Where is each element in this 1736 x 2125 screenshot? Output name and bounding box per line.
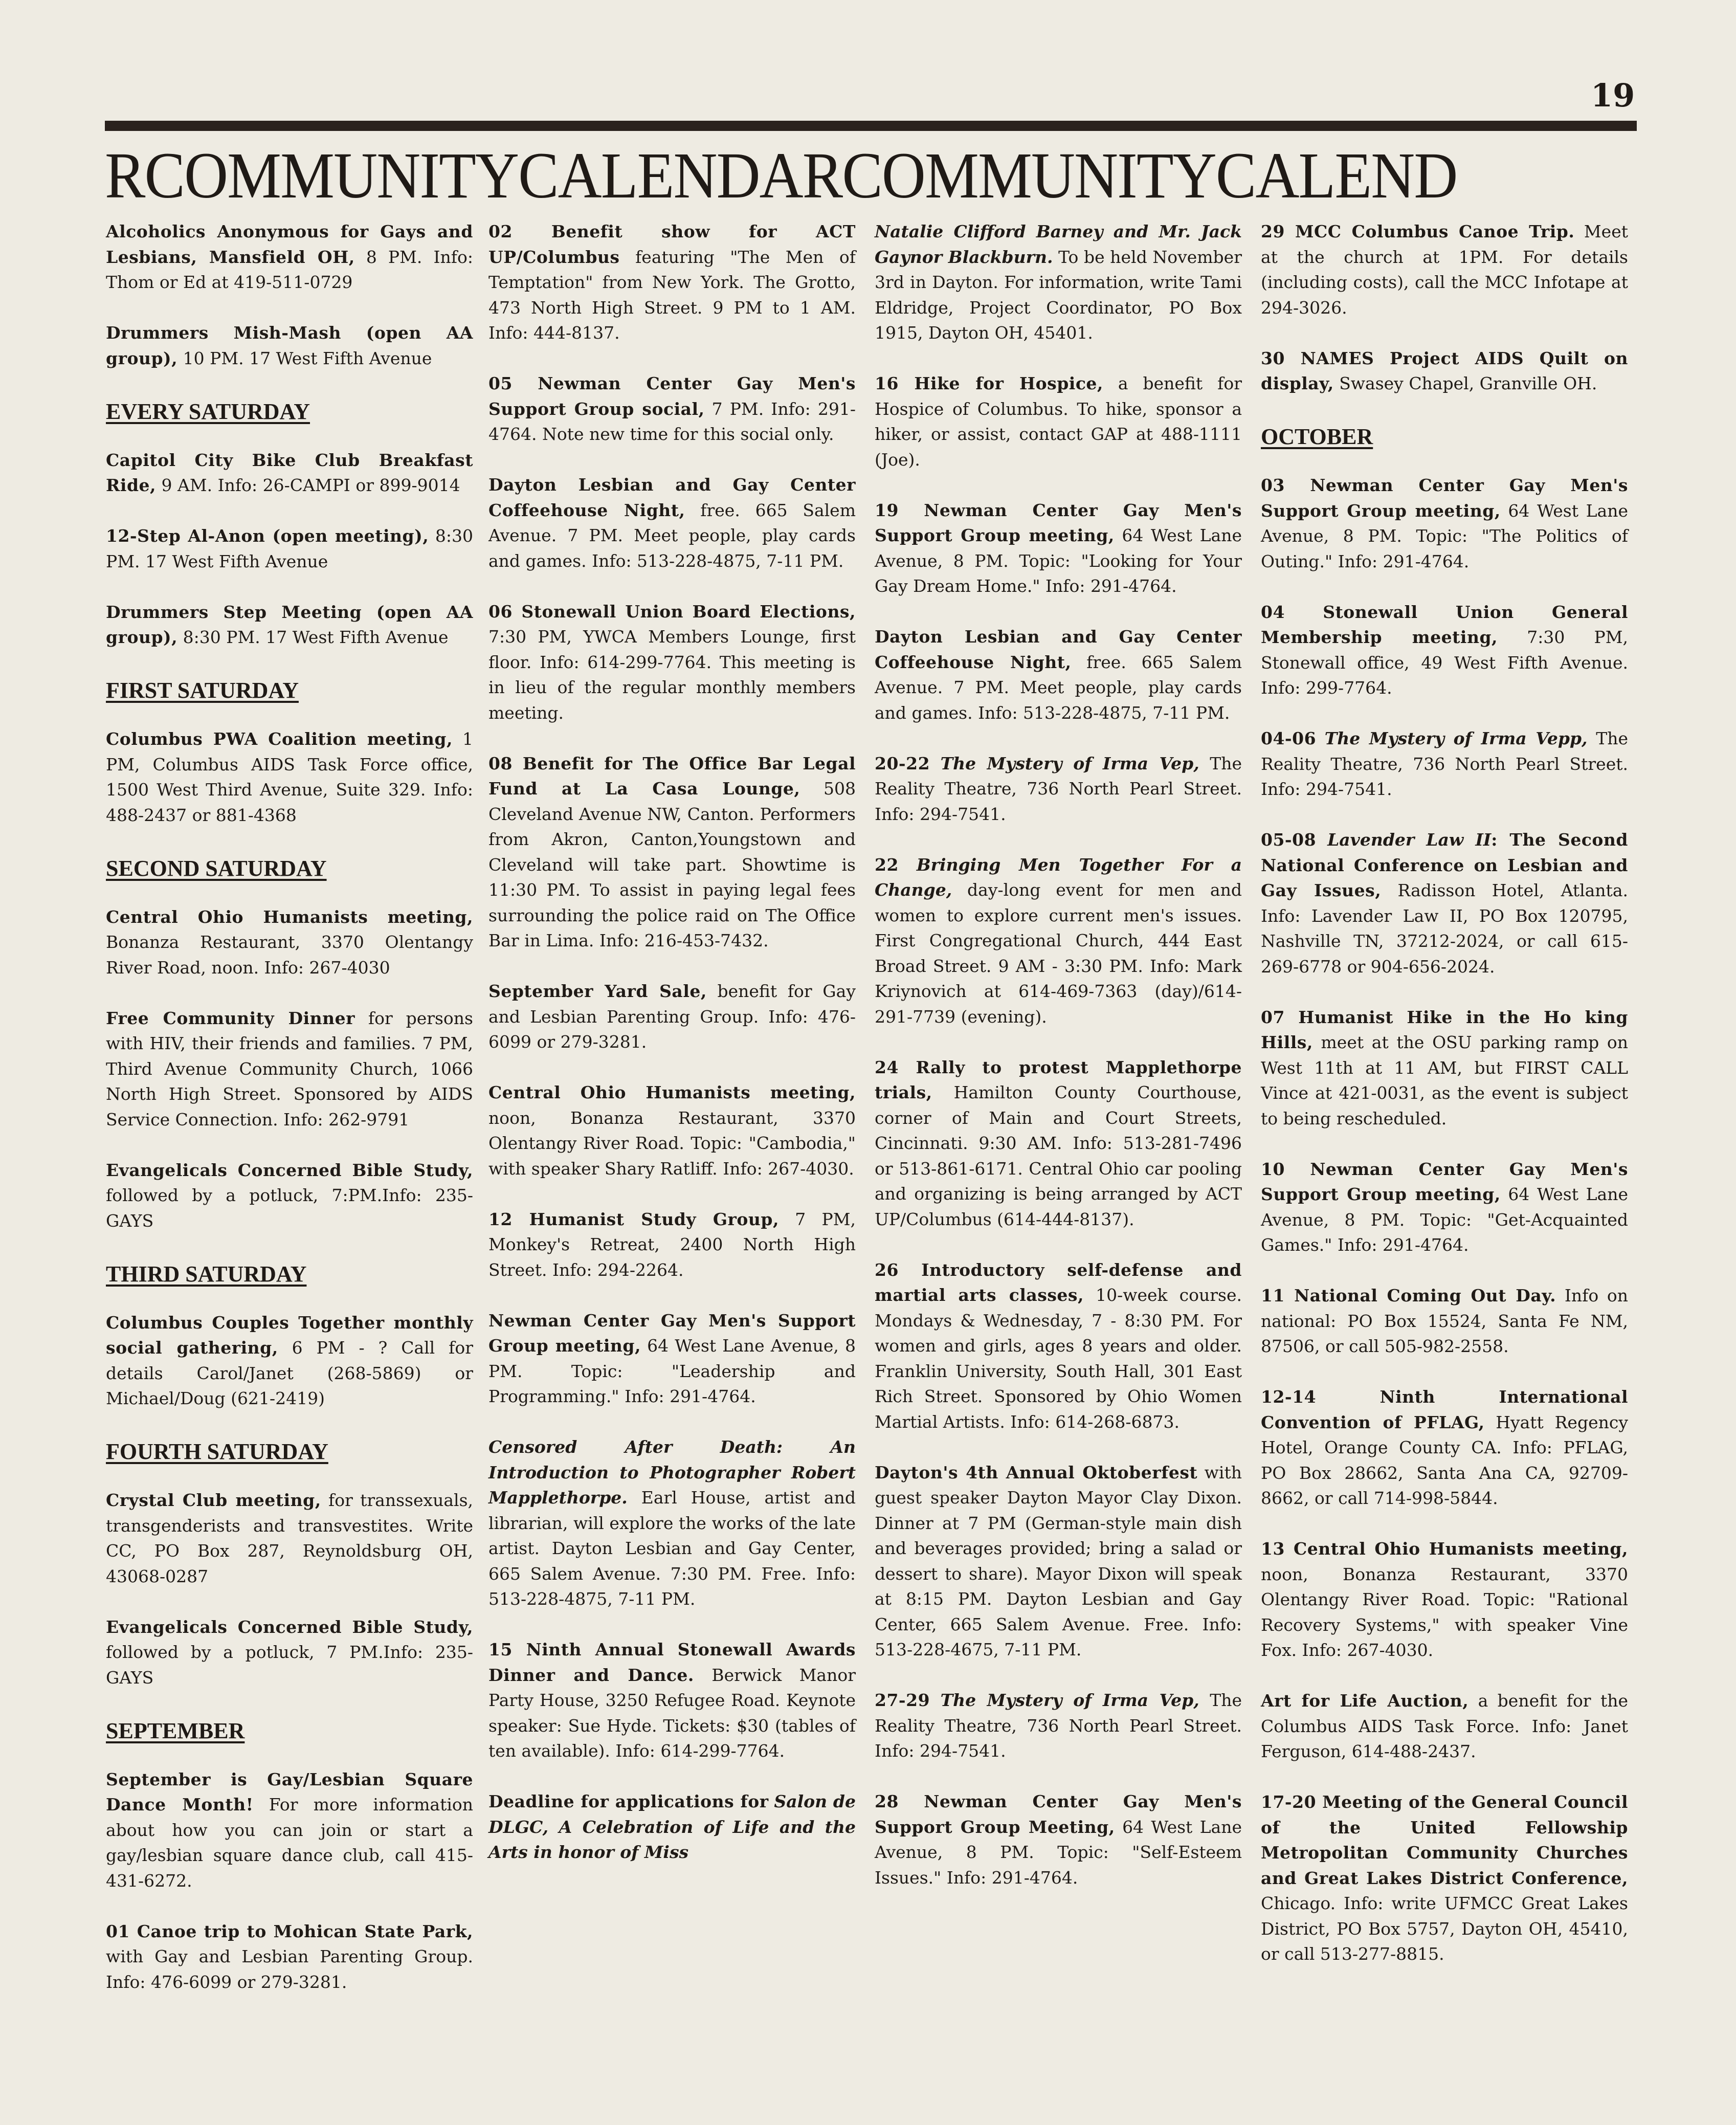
entry-title: Crystal Club meeting, [106, 1490, 321, 1510]
entry-details: 7 PM. Info: 291-4764. Note new time for this social only. [488, 399, 856, 444]
calendar-entry [1261, 1283, 1628, 1359]
calendar-entry [106, 904, 473, 981]
entry-details: free. 665 Salem Avenue. 7 PM. Meet people, play cards and games. Info: 513-228-4875, 7-11 PM. [488, 500, 856, 571]
calendar-entry [1261, 1005, 1628, 1132]
calendar-entry [1261, 1536, 1628, 1663]
entry-details: Radisson Hotel, Atlanta. Info: Lavender Law II, PO Box 120795, Nashville TN, 37212-2024, or call 615-269-6778 or 904-656-2024. [1261, 880, 1628, 977]
entry-title: Natalie Clifford Barney and Mr. Jack Gaynor Blackburn. [875, 222, 1242, 267]
calendar-entry [1261, 600, 1628, 701]
entry-details: Meet at the church at 1PM. For details (including costs), call the MCC Infotape at 294-3026. [1261, 222, 1628, 318]
section-heading: THIRD SATURDAY [106, 1261, 307, 1287]
calendar-entry [106, 726, 473, 828]
entry-details: 64 West Lane Avenue, 8 PM. Topic: "Self-Esteem Issues." Info: 291-4764. [875, 1817, 1242, 1888]
entry-title: Columbus Couples Together monthly social gathering, [106, 1312, 473, 1358]
entry-title: 03 Newman Center Gay Men's Support Group meeting, [1261, 475, 1628, 521]
entry-title: 07 Humanist Hike in the Ho king Hills, [1261, 1007, 1628, 1052]
entry-details: 7:30 PM, Stonewall office, 49 West Fifth Avenue. Info: 299-7764. [1261, 627, 1628, 698]
entry-title: The Mystery of Irma Vep, [940, 753, 1199, 773]
entry-title: 15 Ninth Annual Stonewall Awards Dinner and Dance. [488, 1640, 856, 1685]
entry-title: September is Gay/Lesbian Square Dance Month! [106, 1769, 473, 1814]
entry-title: 19 Newman Center Gay Men's Support Group meeting, [875, 500, 1242, 545]
entry-title: 16 Hike for Hospice, [875, 373, 1103, 393]
entry-title: Dayton's 4th Annual Oktoberfest [875, 1462, 1198, 1482]
section-heading: SECOND SATURDAY [106, 855, 327, 881]
entry-details: Chicago. Info: write UFMCC Great Lakes District, PO Box 5757, Dayton OH, 45410, or call 513-277-8815. [1261, 1893, 1628, 1964]
entry-details: noon, Bonanza Restaurant, 3370 Olentangy River Road. Topic: "Rational Recovery Systems," with speaker Vine Fox. Info: 267-4030. [1261, 1564, 1628, 1660]
calendar-entry [1261, 827, 1628, 979]
entry-title: The Mystery of Irma Vep, [940, 1690, 1199, 1710]
entry-details: Hyatt Regency Hotel, Orange County CA. Info: PFLAG, PO Box 28662, Santa Ana CA, 92709-8662, or call 714-998-5844. [1261, 1412, 1628, 1508]
calendar-entry [106, 1006, 473, 1133]
entry-title: 12 Humanist Study Group, [488, 1209, 779, 1229]
calendar-entry [1261, 346, 1628, 396]
calendar-entry [875, 219, 1242, 346]
entry-title: 05 Newman Center Gay Men's Support Group social, [488, 373, 856, 419]
entry-title: : The Second National Conference on Lesbian and Gay Issues, [1261, 830, 1628, 900]
entry-details: with guest speaker Dayton Mayor Clay Dixon. Dinner at 7 PM (German-style main dish and beverages provided; bring a salad or dessert to share). Mayor Dixon will speak at 8:15 PM. Dayton Lesbian and Gay Center, 665 Salem Avenue. Free. Info: 513-228-4675, 7-11 PM. [875, 1462, 1242, 1659]
entry-details: 7 PM, Monkey's Retreat, 2400 North High Street. Info: 294-2264. [488, 1209, 856, 1280]
entry-title: 06 Stonewall Union Board Elections, [488, 601, 856, 622]
entry-title: Alcoholics Anonymous for Gays and Lesbians, Mansfield OH, [106, 222, 473, 267]
calendar-entry [875, 1257, 1242, 1435]
entry-details: To be held November 3rd in Dayton. For information, write Tami Eldridge, Project Coordinator, PO Box 1915, Dayton OH, 45401. [875, 247, 1242, 343]
calendar-entry [106, 320, 473, 371]
entry-title: Drummers Step Meeting (open AA group), [106, 602, 473, 647]
entry-details: day-long event for men and women to explore current men's issues. First Congregational Church, 444 East Broad Street. 9 AM - 3:30 PM. Info: Mark Kriynovich at 614-469-7363 (day)/614-291-7739 (evening). [875, 880, 1242, 1027]
column-2 [488, 219, 856, 1890]
calendar-entry [106, 600, 473, 650]
entry-title: Columbus PWA Coalition meeting, [106, 729, 453, 749]
entry-details: 10 PM. 17 West Fifth Avenue [183, 348, 432, 368]
calendar-entry [106, 1767, 473, 1894]
entry-title: Dayton Lesbian and Gay Center Coffeehouse Night, [488, 475, 856, 520]
calendar-entry [875, 624, 1242, 725]
calendar-entry [875, 1688, 1242, 1764]
section-heading: OCTOBER [1261, 424, 1373, 449]
calendar-entry [106, 1158, 473, 1234]
entry-title: The Mystery of Irma Vepp, [1324, 728, 1588, 748]
entry-details: Bonanza Restaurant, 3370 Olentangy River Road, noon. Info: 267-4030 [106, 932, 473, 978]
entry-details: 64 West Lane Avenue, 8 PM. Topic: "Looking for Your Gay Dream Home." Info: 291-4764. [875, 525, 1242, 596]
calendar-entry [875, 371, 1242, 472]
entry-details: 64 West Lane Avenue, 8 PM. Topic: "Get-Acquainted Games." Info: 291-4764. [1261, 1184, 1629, 1255]
entry-details: Berwick Manor Party House, 3250 Refugee Road. Keynote speaker: Sue Hyde. Tickets: $30 (tables of ten available). Info: 614-299-7764. [488, 1665, 856, 1761]
entry-details: free. 665 Salem Avenue. 7 PM. Meet people, play cards and games. Info: 513-228-4875, 7-11 PM. [875, 652, 1242, 723]
calendar-entry [488, 979, 856, 1055]
calendar-entry [875, 751, 1242, 827]
entry-details: 9 AM. Info: 26-CAMPI or 899-9014 [161, 475, 460, 495]
calendar-entry [488, 1789, 856, 1865]
entry-title: 02 Benefit show for ACT UP/Columbus [488, 222, 856, 267]
entry-details: noon, Bonanza Restaurant, 3370 Olentangy River Road. Topic: "Cambodia," with speaker Shary Ratliff. Info: 267-4030. [488, 1108, 856, 1179]
entry-details: 7:30 PM, YWCA Members Lounge, first floor. Info: 614-299-7764. This meeting is in lieu of the regular monthly members meeting. [488, 627, 856, 723]
entry-title: Central Ohio Humanists meeting, [488, 1082, 856, 1102]
calendar-entry [1261, 1157, 1628, 1258]
calendar-entry [488, 371, 856, 447]
entry-title: 12-Step Al-Anon (open meeting), [106, 526, 429, 546]
entry-details: 8:30 PM. 17 West Fifth Avenue [106, 526, 473, 571]
entry-title: 27-29 [875, 1690, 930, 1710]
entry-title: Free Community Dinner [106, 1008, 355, 1028]
entry-title: 24 Rally to protest Mapplethorpe trials, [875, 1057, 1242, 1102]
entry-title: 22 [875, 854, 899, 875]
entry-title: 30 NAMES Project AIDS Quilt on display, [1261, 348, 1628, 393]
entry-title: Salon de DLGC, A Celebration of Life and the Arts in honor of Miss [488, 1791, 856, 1862]
calendar-entry [488, 1207, 856, 1283]
entry-title: 10 Newman Center Gay Men's Support Group meeting, [1261, 1159, 1628, 1204]
header-rule [105, 121, 1637, 131]
calendar-entry [488, 599, 856, 726]
calendar-entry [106, 1919, 473, 1995]
calendar-entry [106, 219, 473, 295]
entry-title: Evangelicals Concerned Bible Study, [106, 1617, 473, 1637]
entry-title: Lavender Law II [1327, 830, 1492, 850]
entry-title: 12-14 Ninth International Convention of PFLAG, [1261, 1387, 1628, 1432]
entry-title: 05-08 [1261, 830, 1317, 850]
entry-details: Hamilton County Courthouse, corner of Main and Court Streets, Cincinnati. 9:30 AM. Info: 513-281-7496 or 513-861-6171. Central Ohio car pooling and organizing is being arranged by ACT UP/Columbus (614-444-8137). [875, 1082, 1242, 1229]
calendar-entry [1261, 1789, 1628, 1967]
entry-title: Censored After Death: An Introduction to Photographer Robert Mapplethorpe. [488, 1437, 856, 1508]
entry-details: followed by a potluck, 7 PM.Info: 235-GAYS [106, 1642, 473, 1688]
page-number: 19 [1591, 77, 1635, 114]
entry-details: 64 West Lane Avenue, 8 PM. Topic: "Leadership and Programming." Info: 291-4764. [488, 1336, 856, 1406]
entry-details: a benefit for the Columbus AIDS Task Force. Info: Janet Ferguson, 614-488-2437. [1261, 1691, 1628, 1761]
entry-details: for persons with HIV, their friends and families. 7 PM, Third Avenue Community Church, 1066 North High Street. Sponsored by AIDS Service Connection. Info: 262-9791 [106, 1008, 473, 1130]
entry-title: Central Ohio Humanists meeting, [106, 906, 473, 927]
calendar-entry [488, 1434, 856, 1612]
entry-details: 508 Cleveland Avenue NW, Canton. Performers from Akron, Canton,Youngstown and Cleveland will take part. Showtime is 11:30 PM. To assist in paying legal fees surrounding the police raid on The Office Bar in Lima. Info: 216-453-7432. [488, 779, 856, 950]
entry-title: September Yard Sale, [488, 981, 707, 1001]
entry-details: meet at the OSU parking ramp on West 11th at 11 AM, but FIRST CALL Vince at 421-0031, as the event is subject to being rescheduled. [1261, 1032, 1628, 1128]
calendar-entry [488, 219, 856, 346]
calendar-entry [1261, 726, 1628, 802]
calendar-entry [106, 1310, 473, 1411]
entry-details: followed by a potluck, 7:PM.Info: 235-GAYS [106, 1185, 473, 1231]
masthead [105, 138, 1639, 215]
column-1 [106, 219, 473, 2020]
entry-details: with Gay and Lesbian Parenting Group. Info: 476-6099 or 279-3281. [106, 1946, 473, 1992]
entry-details: The Reality Theatre, 736 North Pearl Street. Info: 294-7541. [875, 1690, 1242, 1761]
calendar-entry [106, 1488, 473, 1589]
entry-title: 17-20 Meeting of the General Council of the United Fellowship Metropolitan Community Churches and Great Lakes District Conference, [1261, 1792, 1628, 1888]
calendar-entry [488, 1637, 856, 1764]
section-heading: FOURTH SATURDAY [106, 1439, 328, 1464]
entry-title: Newman Center Gay Men's Support Group meeting, [488, 1310, 856, 1356]
entry-details: a benefit for Hospice of Columbus. To hike, sponsor a hiker, or assist, contact GAP at 488-1111 (Joe). [875, 373, 1242, 470]
entry-title: 20-22 [875, 753, 930, 773]
calendar-entry [875, 1055, 1242, 1232]
calendar-entry [1261, 1384, 1628, 1511]
entry-details: 8 PM. Info: Thom or Ed at 419-511-0729 [106, 247, 473, 292]
entry-details: For more information about how you can join or start a gay/lesbian square dance club, call 415-431-6272. [106, 1795, 474, 1891]
entry-details: Earl House, artist and librarian, will explore the works of the late artist. Dayton Lesbian and Gay Center, 665 Salem Avenue. 7:30 PM. Free. Info: 513-228-4875, 7-11 PM. [488, 1488, 856, 1609]
entry-details: benefit for Gay and Lesbian Parenting Group. Info: 476-6099 or 279-3281. [488, 981, 856, 1052]
entry-title: 01 Canoe trip to Mohican State Park, [106, 1921, 473, 1941]
column-3 [875, 219, 1242, 1916]
calendar-entry [875, 498, 1242, 599]
column-4 [1261, 219, 1628, 1992]
calendar-entry [1261, 473, 1628, 574]
entry-details: 1 PM, Columbus AIDS Task Force office, 1500 West Third Avenue, Suite 329. Info: 488-2437 or 881-4368 [106, 729, 473, 825]
calendar-entry [1261, 219, 1628, 320]
calendar-entry [875, 852, 1242, 1030]
calendar-entry [488, 751, 856, 954]
entry-title: 04 Stonewall Union General Membership meeting, [1261, 602, 1628, 647]
section-heading: FIRST SATURDAY [106, 678, 299, 703]
entry-details: The Reality Theatre, 736 North Pearl Street. Info: 294-7541. [1261, 728, 1628, 799]
entry-title: Deadline for applications for [488, 1791, 769, 1811]
calendar-entry [1261, 1688, 1628, 1764]
calendar-entry [875, 1460, 1242, 1663]
entry-title: 28 Newman Center Gay Men's Support Group Meeting, [875, 1791, 1242, 1837]
entry-details: Info on national: PO Box 15524, Santa Fe NM, 87506, or call 505-982-2558. [1261, 1286, 1628, 1356]
entry-title: 29 MCC Columbus Canoe Trip. [1261, 222, 1575, 241]
entry-title: 26 Introductory self-defense and martial arts classes, [875, 1259, 1242, 1305]
calendar-entry [488, 1080, 856, 1181]
entry-title: 04-06 [1261, 728, 1317, 748]
entry-title: 08 Benefit for The Office Bar Legal Fund at La Casa Lounge, [488, 753, 856, 799]
entry-title: Drummers Mish-Mash (open AA group), [106, 323, 473, 368]
entry-title: Dayton Lesbian and Gay Center Coffeehouse Night, [875, 627, 1242, 672]
entry-title: Capitol City Bike Club Breakfast Ride, [106, 450, 473, 495]
entry-details: for transsexuals, transgenderists and transvestites. Write CC, PO Box 287, Reynoldsburg OH, 43068-0287 [106, 1490, 474, 1586]
entry-title: Evangelicals Concerned Bible Study, [106, 1160, 473, 1180]
entry-title: 13 Central Ohio Humanists meeting, [1261, 1539, 1628, 1559]
section-heading: EVERY SATURDAY [106, 399, 310, 424]
calendar-entry [488, 1308, 856, 1409]
entry-title: Bringing Men Together For a Change, [875, 854, 1242, 900]
entry-details: 6 PM - ? Call for details Carol/Janet (268-5869) or Michael/Doug (621-2419) [106, 1338, 474, 1408]
calendar-entry [106, 1614, 473, 1691]
entry-details: 8:30 PM. 17 West Fifth Avenue [183, 627, 449, 647]
section-heading: SEPTEMBER [106, 1718, 245, 1743]
masthead-title: RCOMMUNITYCALENDARCOMMUNITYCALEND [105, 139, 1457, 212]
entry-details: The Reality Theatre, 736 North Pearl Street. Info: 294-7541. [875, 753, 1242, 824]
calendar-entry [106, 448, 473, 498]
entry-details: featuring "The Men of Temptation" from New York. The Grotto, 473 North High Street. 9 PM to 1 AM. Info: 444-8137. [488, 247, 856, 343]
calendar-entry [488, 472, 856, 573]
entry-details: 64 West Lane Avenue, 8 PM. Topic: "The Politics of Outing." Info: 291-4764. [1261, 500, 1629, 571]
calendar-entry [106, 523, 473, 574]
entry-title: 11 National Coming Out Day. [1261, 1286, 1556, 1305]
entry-details: 10-week course. Mondays & Wednesday, 7 - 8:30 PM. For women and girls, ages 8 years and older. Franklin University, South Hall, 301 East Rich Street. Sponsored by Ohio Women Martial Artists. Info: 614-268-6873. [875, 1285, 1242, 1432]
entry-details: Swasey Chapel, Granville OH. [1339, 373, 1597, 393]
entry-title: Art for Life Auction, [1261, 1691, 1469, 1711]
calendar-entry [875, 1789, 1242, 1890]
